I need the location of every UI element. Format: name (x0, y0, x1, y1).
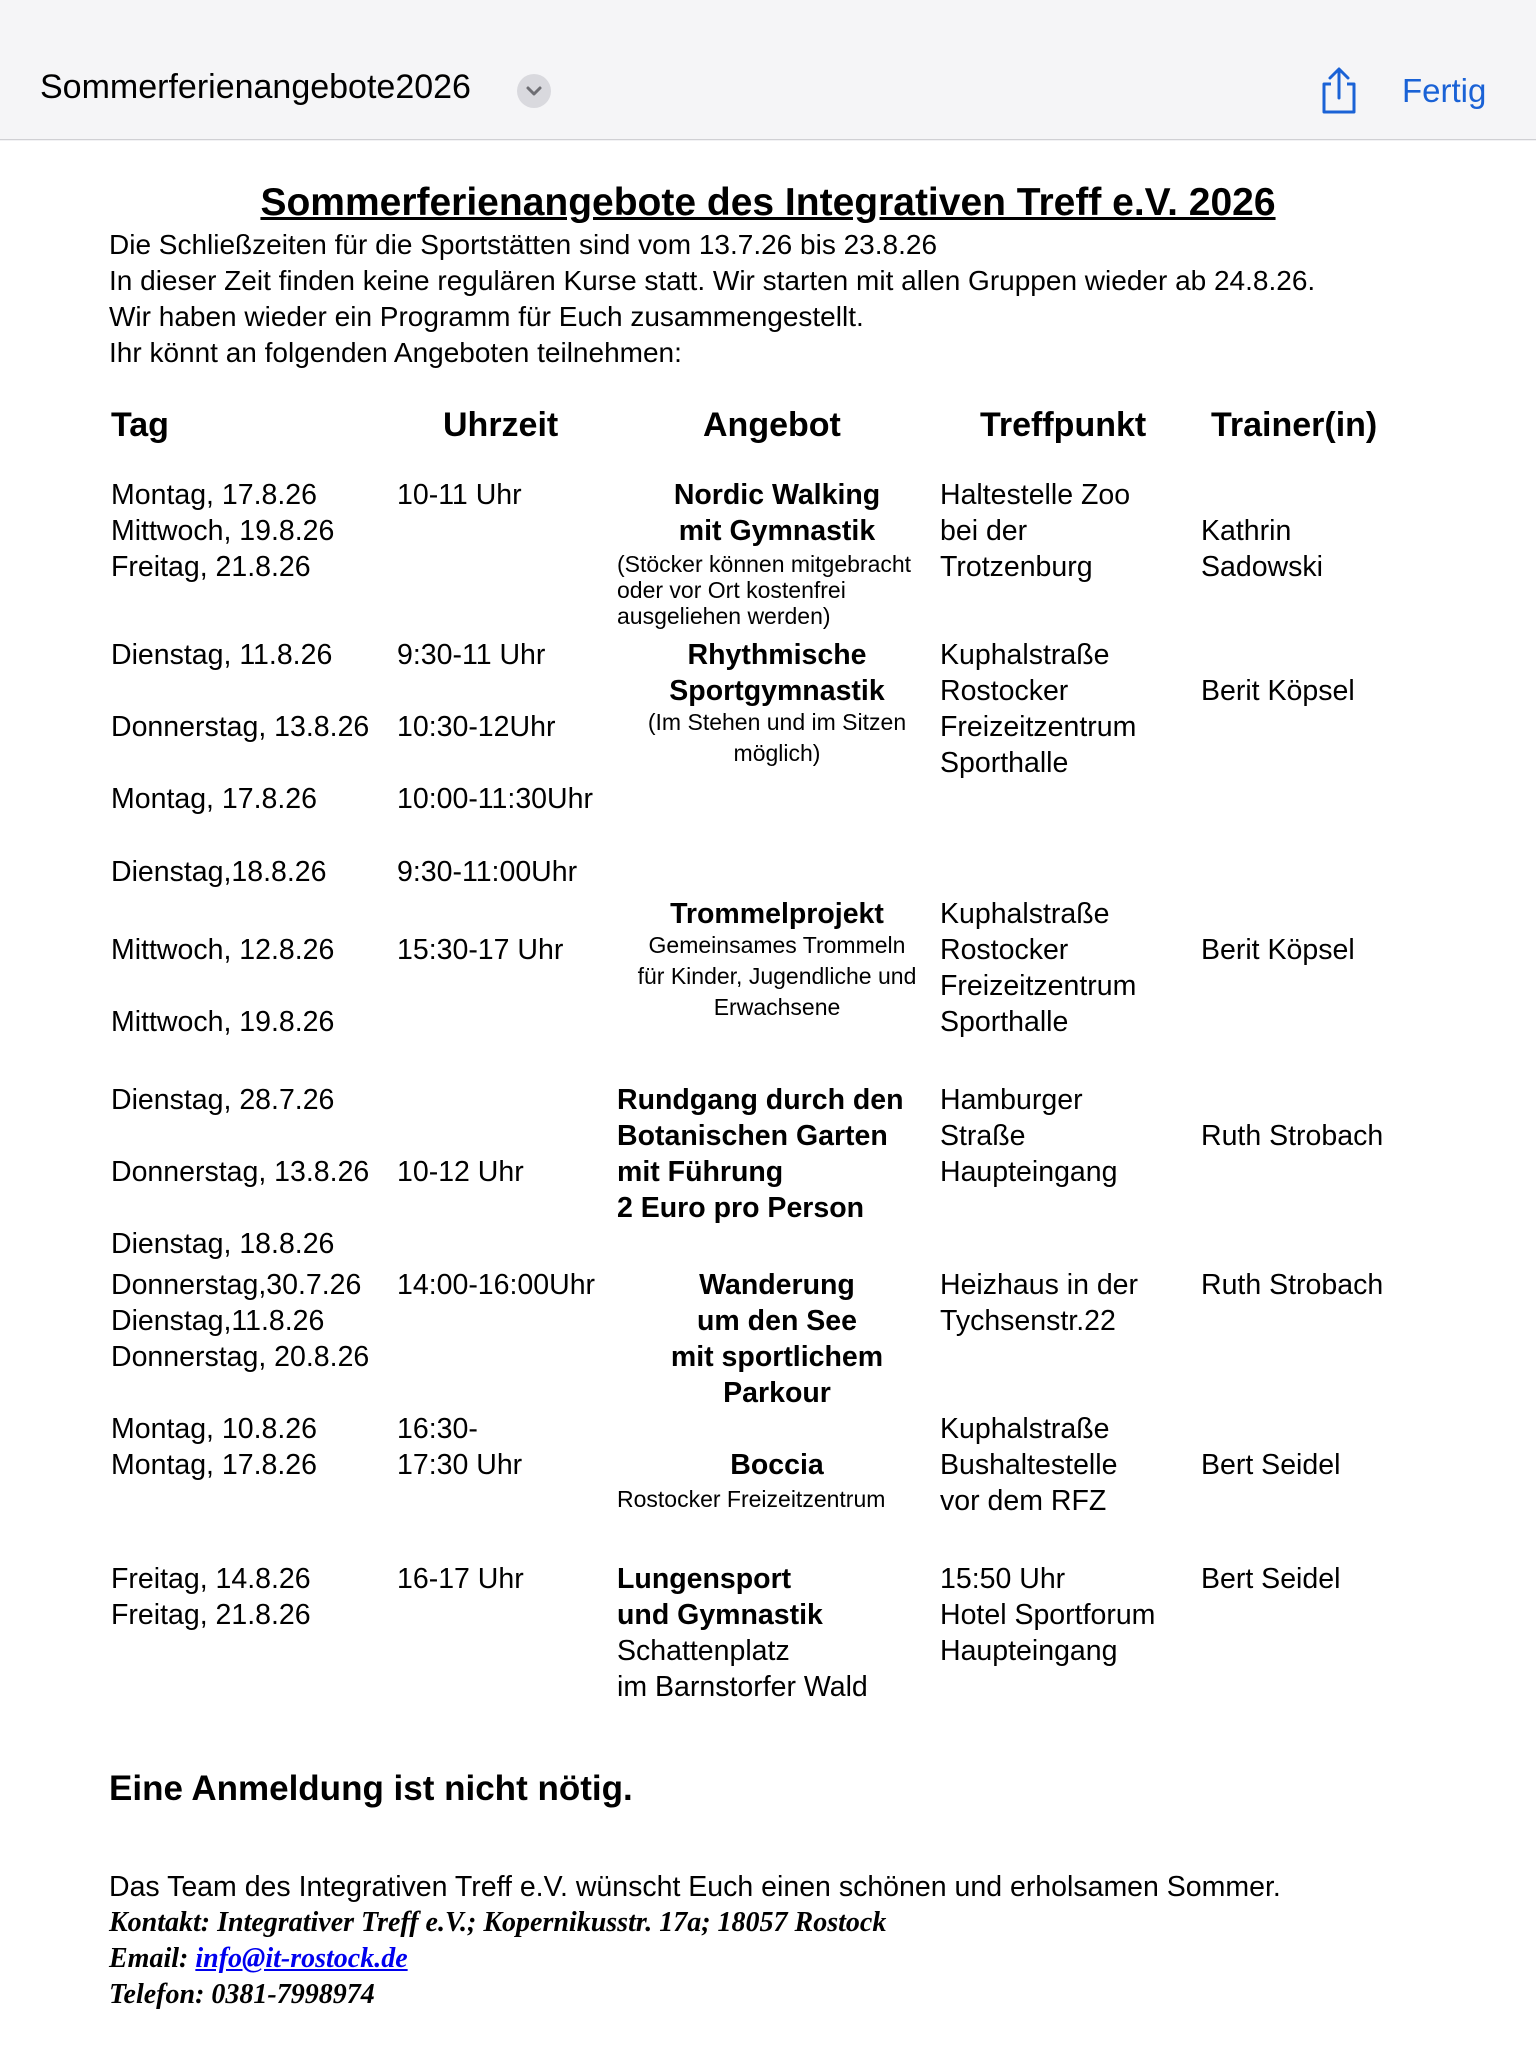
offer-title: Botanischen Garten (617, 1120, 888, 1152)
day-entry: Freitag, 21.8.26 (111, 551, 311, 583)
offer-note (617, 551, 911, 629)
offer-time: 16-17 Uhr (397, 1563, 524, 1595)
offer-time: 10-11 Uhr (397, 479, 522, 511)
offer-title: Boccia (730, 1449, 824, 1481)
document-heading: Sommerferienangebote des Integrativen Treff e.V. 2026 (260, 181, 1276, 224)
offer-days (111, 1267, 369, 1375)
place-line: Kuphalstraße (940, 898, 1110, 930)
contact-address: Kontakt: Integrativer Treff e.V.; Kopernikusstr. 17a; 18057 Rostock (109, 1907, 887, 1938)
day-entry: Donnerstag, 20.8.26 (111, 1341, 370, 1373)
offer-trainer: Ruth Strobach (1201, 1120, 1384, 1152)
offer-meeting-point (940, 637, 1136, 781)
column-header-trainer: Trainer(in) (1211, 406, 1378, 444)
intro-line: Ihr könnt an folgenden Angeboten teilnehmen: (109, 337, 682, 368)
column-header-meeting-point: Treffpunkt (980, 406, 1147, 444)
place-line: Hotel Sportforum (940, 1599, 1156, 1631)
day-entry: Donnerstag, 13.8.26 (111, 1156, 370, 1188)
offer-meeting-point (940, 1561, 1155, 1669)
offer-description (617, 896, 937, 932)
offer-days (111, 1411, 317, 1483)
place-line: Straße (940, 1120, 1026, 1152)
place-line: Freizeitzentrum (940, 711, 1137, 743)
day-entry: Freitag, 14.8.26 (111, 1563, 311, 1595)
place-line: 15:50 Uhr (940, 1563, 1066, 1595)
day-entry: Dienstag, 18.8.26 (111, 1228, 335, 1260)
day-entry: Montag, 17.8.26 (111, 783, 317, 815)
offer-title: Parkour (723, 1377, 831, 1409)
place-line: Rostocker (940, 934, 1069, 966)
offer-title: mit Führung (617, 1156, 784, 1188)
offer-days (111, 1561, 311, 1633)
place-line: Heizhaus in der (940, 1269, 1139, 1301)
share-icon (1316, 66, 1362, 116)
place-line: Rostocker (940, 675, 1069, 707)
day-entry: Mittwoch, 19.8.26 (111, 1006, 335, 1038)
day-entry: Donnerstag,30.7.26 (111, 1269, 362, 1301)
place-line: Kuphalstraße (940, 1413, 1110, 1445)
chevron-down-icon (517, 74, 551, 108)
note-line: im Barnstorfer Wald (617, 1671, 868, 1703)
offer-title: Rundgang durch den (617, 1084, 904, 1116)
column-header-offer: Angebot (703, 406, 841, 444)
trainer-line: Sadowski (1201, 551, 1323, 583)
day-entry: Dienstag,18.8.26 (111, 856, 327, 888)
offer-title: und Gymnastik (617, 1599, 823, 1631)
title-menu-button[interactable] (517, 74, 551, 108)
offer-description (617, 477, 937, 549)
offer-trainer: Berit Köpsel (1201, 675, 1355, 707)
offer-title: mit Gymnastik (678, 515, 876, 547)
intro-line: Die Schließzeiten für die Sportstätten sind vom 13.7.26 bis 23.8.26 (109, 229, 938, 260)
note-line: oder vor Ort kostenfrei (617, 577, 846, 603)
intro-text (109, 227, 1425, 371)
place-line: Bushaltestelle (940, 1449, 1118, 1481)
offer-time: 10:00-11:30Uhr (397, 783, 593, 815)
offer-title: Sportgymnastik (669, 675, 885, 707)
day-entry: Dienstag, 28.7.26 (111, 1084, 335, 1116)
offer-time: 14:00-16:00Uhr (397, 1269, 596, 1301)
place-line: Kuphalstraße (940, 639, 1110, 671)
offer-meeting-point (940, 1267, 1138, 1339)
offer-title: Rhythmische (687, 639, 867, 671)
day-entry: Donnerstag, 13.8.26 (111, 711, 370, 743)
place-line: Trotzenburg (940, 551, 1093, 583)
place-line: bei der (940, 515, 1028, 547)
note-line: (Im Stehen und im Sitzen (647, 709, 907, 735)
offer-title: Lungensport (617, 1563, 792, 1595)
place-line: Haltestelle Zoo (940, 479, 1131, 511)
done-button[interactable]: Fertig (1402, 72, 1487, 109)
offer-description (617, 1561, 868, 1705)
day-entry: Dienstag, 11.8.26 (111, 639, 333, 671)
note-line: Gemeinsames Trommeln (648, 932, 906, 958)
offer-note (617, 930, 937, 1023)
note-line: Schattenplatz (617, 1635, 790, 1667)
offer-time: 9:30-11 Uhr (397, 639, 546, 671)
note-line: für Kinder, Jugendliche und (637, 963, 917, 989)
time-line: 17:30 Uhr (397, 1449, 523, 1481)
place-line: vor dem RFZ (940, 1485, 1107, 1517)
farewell-text: Das Team des Integrativen Treff e.V. wünscht Euch einen schönen und erholsamen Sommer. (109, 1871, 1281, 1903)
offer-description (617, 637, 937, 709)
note-line: ausgeliehen werden) (617, 603, 831, 629)
offer-trainer: Berit Köpsel (1201, 934, 1355, 966)
offer-time: 9:30-11:00Uhr (397, 856, 578, 888)
registration-note: Eine Anmeldung ist nicht nötig. (109, 1769, 633, 1808)
day-entry: Montag, 17.8.26 (111, 479, 317, 511)
offer-title: Nordic Walking (673, 479, 881, 511)
offer-days (111, 477, 334, 585)
day-entry: Montag, 10.8.26 (111, 1413, 317, 1445)
offer-title: um den See (697, 1305, 857, 1337)
column-header-time: Uhrzeit (443, 406, 559, 444)
offer-trainer: Ruth Strobach (1201, 1269, 1384, 1301)
place-line: Freizeitzentrum (940, 970, 1137, 1002)
offer-trainer (1201, 513, 1323, 585)
offer-description (617, 1267, 937, 1411)
offer-meeting-point (940, 1082, 1118, 1190)
note-line: möglich) (733, 740, 821, 766)
place-line: Sporthalle (940, 747, 1069, 779)
trainer-line: Kathrin (1201, 515, 1292, 547)
intro-line: In dieser Zeit finden keine regulären Kurse statt. Wir starten mit allen Gruppen wieder ab 24.8.26. (109, 265, 1316, 296)
column-header-day: Tag (111, 406, 169, 444)
offer-description (617, 1082, 904, 1226)
document-name: Sommerferienangebote2026 (40, 68, 471, 106)
offer-note: Rostocker Freizeitzentrum (617, 1486, 886, 1512)
offer-time (397, 1411, 522, 1483)
note-line: Erwachsene (713, 994, 841, 1020)
offer-title: Trommelprojekt (670, 898, 884, 930)
offer-trainer: Bert Seidel (1201, 1449, 1341, 1481)
offer-meeting-point (940, 896, 1136, 1040)
place-line: Sporthalle (940, 1006, 1069, 1038)
share-button[interactable] (1316, 66, 1362, 116)
place-line: Haupteingang (940, 1635, 1118, 1667)
day-entry: Dienstag,11.8.26 (111, 1305, 325, 1337)
offer-trainer: Bert Seidel (1201, 1563, 1341, 1595)
offer-title: Wanderung (699, 1269, 855, 1301)
offer-note (617, 707, 937, 769)
email-label: Email: (109, 1943, 196, 1974)
day-entry: Mittwoch, 19.8.26 (111, 515, 335, 547)
preview-toolbar (0, 0, 1536, 140)
offer-title: 2 Euro pro Person (617, 1192, 865, 1224)
day-entry: Freitag, 21.8.26 (111, 1599, 311, 1631)
place-line: Tychsenstr.22 (940, 1305, 1116, 1337)
day-entry: Mittwoch, 12.8.26 (111, 934, 335, 966)
place-line: Haupteingang (940, 1156, 1118, 1188)
offer-meeting-point (940, 477, 1130, 585)
offer-time: 10:30-12Uhr (397, 711, 556, 743)
offer-time: 15:30-17 Uhr (397, 934, 564, 966)
contact-phone: Telefon: 0381-7998974 (109, 1979, 375, 2010)
place-line: Hamburger (940, 1084, 1083, 1116)
note-line: (Stöcker können mitgebracht (617, 551, 912, 577)
offer-title: mit sportlichem (670, 1341, 884, 1373)
intro-line: Wir haben wieder ein Programm für Euch zusammengestellt. (109, 301, 864, 332)
offer-meeting-point (940, 1411, 1117, 1519)
time-line: 16:30- (397, 1413, 478, 1445)
email-link[interactable]: info@it-rostock.de (195, 1943, 408, 1974)
document-page (0, 141, 1536, 2048)
offer-time: 10-12 Uhr (397, 1156, 524, 1188)
contact-email-line (109, 1943, 408, 1975)
day-entry: Montag, 17.8.26 (111, 1449, 317, 1481)
